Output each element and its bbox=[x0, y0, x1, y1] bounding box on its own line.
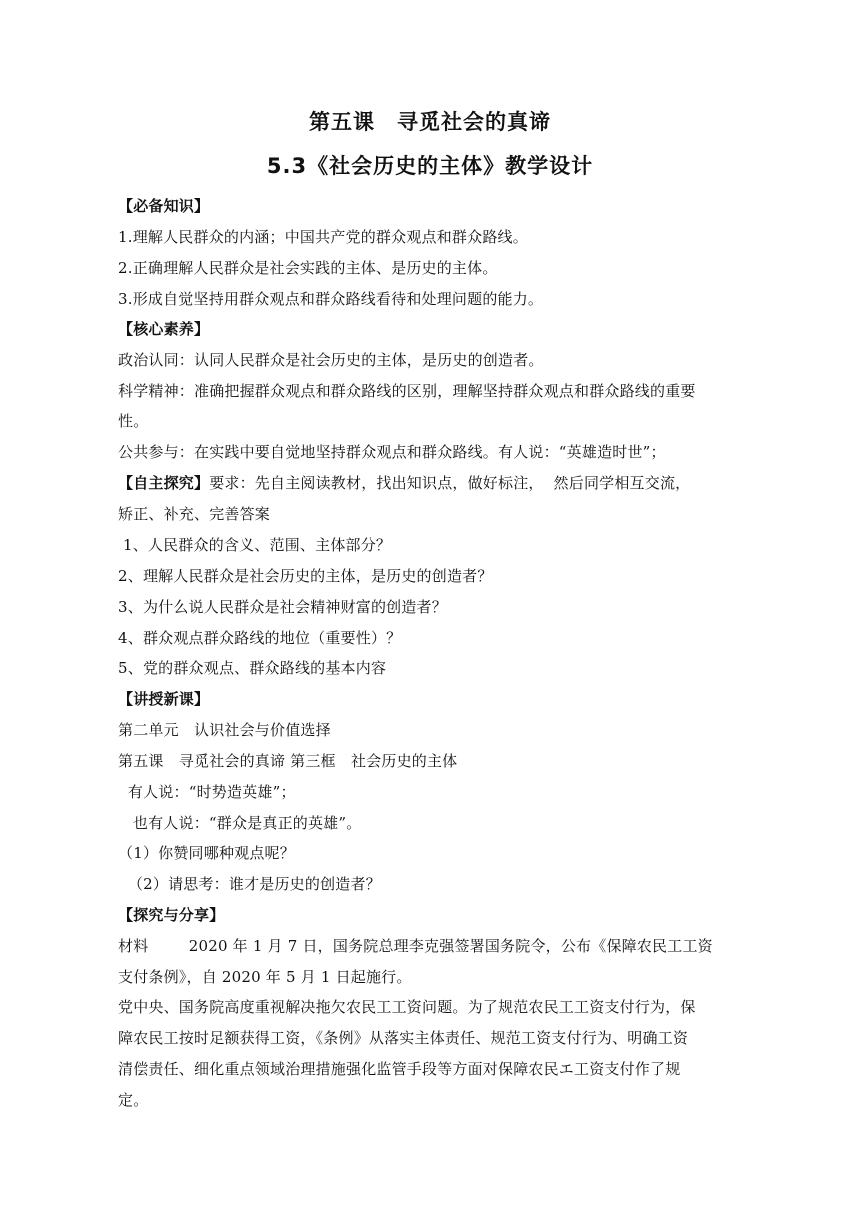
page-subtitle: 5.3《社会历史的主体》教学设计 bbox=[266, 154, 594, 178]
section-heading-explore: 【自主探究】 bbox=[118, 474, 210, 492]
section-heading-share: 【探究与分享】 bbox=[118, 906, 225, 924]
explore-question: 3、为什么说人民群众是社会精神财富的创造者？ bbox=[118, 598, 447, 616]
explore-question: 2、理解人民群众是社会历史的主体，是历史的创造者？ bbox=[118, 567, 493, 585]
teach-line: 有人说：“时势造英雄”； bbox=[118, 783, 296, 801]
explore-requirement-cont: 矫正、补充、完善答案 bbox=[118, 505, 271, 523]
page-title: 第五课 寻觅社会的真谛 bbox=[309, 110, 551, 134]
explore-question: 1、人民群众的含义、范围、主体部分？ bbox=[118, 536, 392, 554]
explore-question: 4、群众观点群众路线的地位（重要性）？ bbox=[118, 629, 402, 647]
teach-line: （2）请思考：谁才是历史的创造者？ bbox=[118, 875, 381, 893]
literacy-line: 科学精神：准确把握群众观点和群众路线的区别，理解坚持群众观点和群众路线的重要 bbox=[118, 382, 696, 400]
teach-line: （1）你赞同哪种观点呢？ bbox=[118, 844, 295, 862]
knowledge-item: 3.形成自觉坚持用群众观点和群众路线看待和处理问题的能力。 bbox=[118, 290, 544, 308]
section-heading-teach: 【讲授新课】 bbox=[118, 690, 210, 708]
teach-line: 也有人说：“群众是真正的英雄”。 bbox=[118, 814, 362, 832]
teach-line: 第五课 寻觅社会的真谛 第三框 社会历史的主体 bbox=[118, 752, 458, 770]
section-heading-literacy: 【核心素养】 bbox=[118, 320, 210, 338]
section-heading-knowledge: 【必备知识】 bbox=[118, 197, 210, 215]
teach-line: 第二单元 认识社会与价值选择 bbox=[118, 721, 331, 739]
share-line: 定。 bbox=[118, 1091, 149, 1109]
share-line: 党中央、国务院高度重视解决拖欠农民工工资问题。为了规范农民工工资支付行为，保 bbox=[118, 998, 696, 1016]
explore-requirement: 要求：先自主阅读教材，找出知识点，做好标注， 然后同学相互交流， bbox=[209, 474, 691, 492]
share-line: 材料 2020 年 1 月 7 日，国务院总理李克强签署国务院令，公布《保障农民工工资 bbox=[118, 937, 713, 955]
knowledge-item: 1.理解人民群众的内涵；中国共产党的群众观点和群众路线。 bbox=[118, 228, 528, 246]
literacy-line: 公共参与：在实践中要自觉地坚持群众观点和群众路线。有人说：“英雄造时世”； bbox=[118, 443, 666, 461]
share-line: 支付条例》，自 2020 年 5 月 1 日起施行。 bbox=[118, 968, 412, 986]
literacy-line: 性。 bbox=[118, 412, 149, 430]
share-line: 清偿责任、细化重点领域治理措施强化监管手段等方面对保障农民エ工资支付作了规 bbox=[118, 1060, 681, 1078]
explore-question: 5、党的群众观点、群众路线的基本内容 bbox=[118, 659, 387, 677]
share-line: 障农民工按时足额获得工资，《条例》从落实主体责任、规范工资支付行为、明确工资 bbox=[118, 1029, 689, 1047]
explore-intro bbox=[118, 473, 740, 493]
literacy-line: 政治认同：认同人民群众是社会历史的主体，是历史的创造者。 bbox=[118, 351, 544, 369]
knowledge-item: 2.正确理解人民群众是社会实践的主体、是历史的主体。 bbox=[118, 259, 498, 277]
